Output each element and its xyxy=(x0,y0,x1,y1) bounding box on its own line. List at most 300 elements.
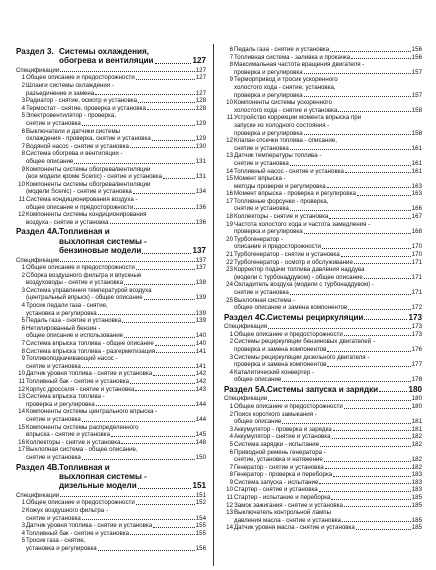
entry-number: 2 xyxy=(21,506,25,514)
toc-entry[interactable] xyxy=(16,97,206,105)
entry-title-last-line: снятие и установка xyxy=(26,362,81,370)
leader-dots xyxy=(324,456,411,462)
section-title-last-line: Системы запуска и зарядки xyxy=(267,384,379,394)
section-page: 151 xyxy=(192,481,206,491)
leader-dots xyxy=(325,464,411,470)
toc-entry[interactable] xyxy=(16,530,206,538)
leader-dots xyxy=(268,395,411,401)
toc-entry[interactable] xyxy=(224,61,422,76)
entry-page: 138 xyxy=(195,279,206,287)
leader-dots xyxy=(304,130,411,136)
leader-dots xyxy=(60,492,195,498)
entry-page: 145 xyxy=(195,431,206,439)
entry-title-last-line: Генератор - проверка и переборка xyxy=(234,471,333,479)
entry-number: 4 xyxy=(229,433,233,441)
toc-entry[interactable] xyxy=(16,74,206,82)
leader-dots xyxy=(319,486,411,492)
entry-title: Система управления температурой воздуха xyxy=(26,286,152,294)
toc-entry[interactable] xyxy=(16,522,206,530)
toc-entry[interactable] xyxy=(16,439,206,447)
leader-dots xyxy=(82,363,195,369)
entry-page: 168 xyxy=(411,228,422,236)
entry-title-last-line: Топливный бак - снятие и установка xyxy=(26,529,129,537)
toc-entry[interactable] xyxy=(224,403,422,411)
leader-dots xyxy=(357,190,411,196)
leader-dots xyxy=(290,160,411,166)
toc-entry[interactable] xyxy=(224,76,422,99)
leader-dots xyxy=(330,46,411,52)
section-heading xyxy=(16,47,206,66)
leader-dots xyxy=(304,92,411,98)
toc-entry[interactable] xyxy=(224,297,422,312)
specifications-entry[interactable] xyxy=(16,67,206,75)
section-title: Топливная и выхлопная системы - xyxy=(59,462,147,481)
toc-entry[interactable] xyxy=(224,190,422,198)
toc-entry[interactable] xyxy=(224,46,422,54)
toc-entry[interactable] xyxy=(16,355,206,370)
entry-title: Топливные форсунки - проверка, xyxy=(234,197,329,205)
leader-dots xyxy=(136,499,195,505)
entry-title-last-line: Датчик уровня топлива - снятие и установка xyxy=(26,522,153,530)
entry-page: 161 xyxy=(411,167,422,175)
entry-page: 128 xyxy=(195,104,206,112)
specifications-entry[interactable] xyxy=(16,492,206,500)
section-title: Системы охлаждения, xyxy=(59,47,149,56)
entry-title-last-line: Коллекторы - снятие и установка xyxy=(234,213,329,221)
entry-title-last-line: снятие и установка xyxy=(234,289,289,296)
toc-entry[interactable] xyxy=(16,143,206,151)
toc-entry[interactable] xyxy=(224,479,422,487)
entry-number: 10 xyxy=(18,180,25,188)
entry-number: 10 xyxy=(226,486,233,494)
leader-dots xyxy=(138,481,192,488)
entry-title-last-line: Датчик уровня масла - снятие и установка xyxy=(234,524,355,532)
entry-title-last-line: Система впрыска топлива - разгерметизация xyxy=(26,347,156,355)
leader-dots xyxy=(155,340,195,346)
entry-title-last-line: Замок зажигания - снятие и установка xyxy=(234,501,343,509)
entry-title-last-line: Момент впрыска - проверка и регулировка xyxy=(234,190,356,198)
leader-dots xyxy=(135,386,194,392)
section-title-last-line: бензиновые модели xyxy=(59,246,142,256)
entry-number: 5 xyxy=(229,440,233,448)
entry-page: 155 xyxy=(195,529,206,537)
toc-entry[interactable] xyxy=(224,509,422,524)
spec-page: 173 xyxy=(411,323,422,331)
toc-entry[interactable] xyxy=(16,378,206,386)
entry-title-last-line: Термостат - снятие, проверка и установка xyxy=(26,104,146,112)
entry-number: 13 xyxy=(226,152,233,160)
entry-page: 140 xyxy=(195,332,206,340)
entry-number: 8 xyxy=(21,347,25,355)
entry-title-last-line: общее описание и предосторожности xyxy=(26,203,134,211)
entry-title-last-line: проверка и регулировка xyxy=(234,68,303,76)
leader-dots xyxy=(95,90,195,96)
entry-title-last-line: снятие и установка xyxy=(26,119,81,127)
entry-page: 163 xyxy=(411,182,422,190)
entry-title-last-line: Турбогенератор - снятие и установка xyxy=(234,251,340,259)
section-title-last-line: дизельные модели xyxy=(59,481,137,491)
entry-number: 11 xyxy=(226,114,233,122)
entry-page: 155 xyxy=(195,522,206,530)
toc-column-right xyxy=(224,46,422,532)
entry-page: 154 xyxy=(195,514,206,522)
entry-page: 161 xyxy=(411,144,422,152)
toc-entry[interactable] xyxy=(224,502,422,510)
entry-title-last-line: Турбогенератор - осмотр и обслуживание xyxy=(234,258,353,266)
toc-entry[interactable] xyxy=(16,446,206,461)
toc-entry[interactable] xyxy=(16,507,206,522)
entry-title-last-line: проверка и регулировка xyxy=(234,228,303,236)
spec-page: 180 xyxy=(411,395,422,403)
toc-entry[interactable] xyxy=(16,82,206,97)
toc-entry[interactable] xyxy=(16,112,206,127)
entry-number: 1 xyxy=(21,264,25,272)
toc-entry[interactable] xyxy=(224,486,422,494)
section-page: 127 xyxy=(192,56,206,66)
entry-number: 16 xyxy=(226,190,233,198)
entry-title-last-line: Стартер - снятие и установка xyxy=(234,486,318,494)
entry-number: 1 xyxy=(229,330,233,338)
entry-number: 17 xyxy=(226,197,233,205)
entry-title: Компоненты системы кондиционирования xyxy=(26,211,147,219)
toc-entry[interactable] xyxy=(224,168,422,176)
toc-entry[interactable] xyxy=(224,471,422,479)
entry-number: 6 xyxy=(21,127,25,135)
entry-title: Каталитический конвертер - xyxy=(234,368,314,376)
entry-title-last-line: Аккумулятор - проверка и зарядка xyxy=(234,425,332,433)
entry-page: 152 xyxy=(195,499,206,507)
entry-title-last-line: (модели с турбонаддувом) - общее описание xyxy=(234,273,363,281)
leader-dots xyxy=(319,479,410,485)
entry-title: Система кондиционирования воздуха - xyxy=(26,195,138,203)
toc-entry[interactable] xyxy=(16,325,206,340)
toc-entry[interactable] xyxy=(224,259,422,267)
entry-title-last-line: Аккумулятор - снятие и установка xyxy=(234,433,331,441)
entry-title: Компоненты системы центрального впрыска - xyxy=(26,408,158,416)
toc-entry[interactable] xyxy=(224,221,422,236)
entry-page: 161 xyxy=(411,159,422,167)
leader-dots xyxy=(124,279,195,285)
leader-dots xyxy=(327,346,410,352)
entry-number: 23 xyxy=(226,266,233,274)
entry-title-last-line: снятие и установка xyxy=(26,415,81,423)
leader-dots xyxy=(96,401,195,407)
entry-page: 136 xyxy=(195,218,206,226)
toc-entry[interactable] xyxy=(224,114,422,137)
toc-entry[interactable] xyxy=(224,464,422,472)
leader-dots xyxy=(156,348,195,354)
entry-number: 7 xyxy=(229,463,233,471)
toc-entry[interactable] xyxy=(16,370,206,378)
specifications-entry[interactable] xyxy=(16,257,206,265)
toc-entry[interactable] xyxy=(224,331,422,339)
toc-entry[interactable] xyxy=(16,537,206,552)
toc-entry[interactable] xyxy=(224,198,422,213)
entry-number: 3 xyxy=(229,425,233,433)
leader-dots xyxy=(344,331,411,337)
toc-entry[interactable] xyxy=(16,287,206,302)
entry-title-last-line: холостого хода - снятие и установка xyxy=(234,106,338,114)
entry-title: Электровентилятор - проверка, xyxy=(26,112,116,120)
leader-dots xyxy=(82,120,195,126)
entry-page: 170 xyxy=(411,243,422,251)
entry-number: 3 xyxy=(229,353,233,361)
leader-dots xyxy=(82,515,195,521)
section-heading xyxy=(16,463,206,491)
entry-number: 6 xyxy=(229,448,233,456)
toc-entry[interactable] xyxy=(16,424,206,439)
toc-entry[interactable] xyxy=(16,386,206,394)
entry-title-last-line: Общее описание и предосторожности xyxy=(26,499,135,507)
entry-page: 170 xyxy=(411,251,422,259)
toc-entry[interactable] xyxy=(224,369,422,384)
entry-title-last-line: проверка и замена компонентов xyxy=(234,345,327,353)
entry-title: Системы рециркуляции дизельного двигателя - xyxy=(234,353,370,361)
toc-entry[interactable] xyxy=(16,408,206,423)
toc-entry[interactable] xyxy=(224,338,422,353)
leader-dots xyxy=(282,376,410,382)
toc-entry[interactable] xyxy=(16,317,206,325)
leader-dots xyxy=(138,97,195,103)
toc-entry[interactable] xyxy=(224,137,422,152)
entry-number: 1 xyxy=(229,402,233,410)
entry-title-last-line: снятие и установка xyxy=(234,205,289,213)
entry-title: Максимальная частота вращения двигателя - xyxy=(234,61,365,69)
entry-title: Кожух воздушного фильтра - xyxy=(26,506,108,514)
toc-entry[interactable] xyxy=(16,272,206,287)
entry-title: Система впрыска топлива - xyxy=(26,393,105,401)
entry-number: 1 xyxy=(21,499,25,507)
toc-entry[interactable] xyxy=(16,340,206,348)
toc-entry[interactable] xyxy=(224,99,422,114)
entry-page: 185 xyxy=(411,524,422,532)
entry-number: 1 xyxy=(21,74,25,82)
entry-page: 182 xyxy=(411,433,422,441)
toc-entry[interactable] xyxy=(224,494,422,502)
toc-entry[interactable] xyxy=(224,175,422,190)
entry-number: 12 xyxy=(226,501,233,509)
toc-entry[interactable] xyxy=(16,196,206,211)
leader-dots xyxy=(344,403,411,409)
entry-number: 2 xyxy=(21,271,25,279)
toc-entry[interactable] xyxy=(224,411,422,426)
entry-title-last-line: проверка и замена компонентов xyxy=(234,361,327,369)
section-heading xyxy=(16,227,206,255)
entry-number: 17 xyxy=(18,446,25,454)
entry-title: Поиск короткого замыкания - xyxy=(234,410,317,418)
entry-number: 13 xyxy=(226,509,233,517)
leader-dots xyxy=(351,54,411,60)
entry-title: Охладитель воздуха (модели с турбонаддувом) - xyxy=(234,281,374,289)
entry-title: Датчик температуры топлива - xyxy=(234,152,322,160)
entry-title-last-line: проверка и регулировка xyxy=(234,129,303,137)
toc-entry[interactable] xyxy=(16,166,206,181)
specifications-entry[interactable] xyxy=(224,395,422,403)
leader-dots xyxy=(345,168,411,174)
entry-page: 171 xyxy=(411,289,422,296)
entry-title-last-line: проверка и регулировка xyxy=(26,400,95,408)
entry-number: 6 xyxy=(229,46,233,53)
leader-dots xyxy=(153,522,195,528)
entry-number: 12 xyxy=(18,385,25,393)
entry-title-last-line: Датчик уровня топлива - снятие и установка xyxy=(26,370,153,378)
section-title-last-line: Системы рециркуляции xyxy=(267,312,364,322)
entry-number: 19 xyxy=(226,220,233,228)
toc-entry[interactable] xyxy=(224,54,422,62)
entry-title: Выключатели и датчики системы xyxy=(26,127,121,135)
entry-title: Корректор подачи топлива давления наддува xyxy=(234,266,365,274)
entry-page: 185 xyxy=(411,516,422,524)
entry-number: 9 xyxy=(21,165,25,173)
entry-title: Момент впрыска - xyxy=(234,175,286,183)
entry-number: 10 xyxy=(226,99,233,107)
entry-number: 3 xyxy=(21,97,25,105)
entry-title-last-line: (модели Scenic) - снятие и установка xyxy=(26,188,132,196)
entry-title: Выключатель контрольной лампы xyxy=(234,509,331,517)
specifications-entry[interactable] xyxy=(224,323,422,331)
leader-dots xyxy=(82,416,195,422)
spec-page: 151 xyxy=(195,491,206,499)
toc-entry[interactable] xyxy=(16,348,206,356)
toc-entry[interactable] xyxy=(224,433,422,441)
toc-entry[interactable] xyxy=(16,150,206,165)
toc-entry[interactable] xyxy=(224,251,422,259)
entry-title-last-line: снятие и установка xyxy=(26,453,81,461)
entry-number: 22 xyxy=(226,258,233,266)
entry-number: 18 xyxy=(226,213,233,221)
leader-dots xyxy=(144,294,195,300)
entry-number: 7 xyxy=(21,142,25,150)
toc-entry[interactable] xyxy=(224,152,422,167)
entry-number: 11 xyxy=(226,494,233,502)
toc-entry[interactable] xyxy=(16,211,206,226)
leader-dots xyxy=(130,378,195,384)
toc-entry[interactable] xyxy=(224,281,422,296)
entry-title: Компоненты системы распределенного xyxy=(26,423,139,431)
toc-entry[interactable] xyxy=(224,449,422,464)
entry-number: 2 xyxy=(229,410,233,418)
entry-page: 185 xyxy=(411,501,422,509)
entry-title: Шланги системы охлаждения - xyxy=(26,82,114,89)
leader-dots xyxy=(290,145,411,151)
entry-number: 7 xyxy=(21,340,25,348)
entry-title-last-line: общее описание и замена компонентов xyxy=(234,304,348,312)
toc-entry[interactable] xyxy=(16,264,206,272)
entry-page: 139 xyxy=(195,317,206,325)
entry-page: 181 xyxy=(411,418,422,426)
entry-number: 8 xyxy=(229,61,233,69)
toc-entry[interactable] xyxy=(16,105,206,113)
entry-page: 178 xyxy=(411,376,422,384)
entry-number: 8 xyxy=(229,471,233,479)
toc-entry[interactable] xyxy=(224,441,422,449)
entry-title-last-line: Топливный насос - снятие и установка xyxy=(234,167,344,175)
entry-title: Турбогенератор - xyxy=(234,235,284,243)
leader-dots xyxy=(60,257,195,263)
entry-title: Компоненты системы ускоренного xyxy=(234,99,332,107)
entry-number: 9 xyxy=(21,355,25,363)
toc-entry[interactable] xyxy=(16,181,206,196)
entry-title-last-line: установка и регулировка xyxy=(26,544,97,552)
section-heading xyxy=(224,313,422,322)
section-number: Раздел 4C. xyxy=(224,312,268,322)
entry-title-last-line: методы проверки и регулировка xyxy=(234,182,326,190)
entry-page: 150 xyxy=(195,453,206,461)
entry-page: 144 xyxy=(195,400,206,408)
entry-page: 134 xyxy=(195,188,206,196)
leader-dots xyxy=(124,332,195,338)
toc-entry[interactable] xyxy=(224,266,422,281)
entry-page: 171 xyxy=(411,258,422,266)
entry-title-last-line: снятие и установка xyxy=(26,514,81,522)
entry-page: 140 xyxy=(195,340,206,348)
entry-title: Система обогрева и вентиляции - xyxy=(26,150,123,158)
section-number: Раздел 4B. xyxy=(16,462,60,472)
toc-entry[interactable] xyxy=(224,213,422,221)
leader-dots xyxy=(304,69,411,75)
entry-number: 5 xyxy=(21,112,25,120)
entry-number: 2 xyxy=(21,82,25,89)
entry-number: 9 xyxy=(229,478,233,486)
entry-number: 11 xyxy=(18,195,25,203)
entry-page: 156 xyxy=(411,53,422,61)
toc-entry[interactable] xyxy=(16,128,206,143)
entry-page: 131 xyxy=(195,157,206,165)
leader-dots xyxy=(60,67,195,73)
entry-title: Устройство коррекции момента впрыска при запуске из холодного состояния - xyxy=(234,114,362,129)
leader-dots xyxy=(110,219,195,225)
entry-page: 136 xyxy=(195,203,206,211)
section-page: 137 xyxy=(192,246,206,256)
entry-title-last-line: Общее описание и предосторожности xyxy=(234,402,343,410)
leader-dots xyxy=(333,471,411,477)
toc-entry[interactable] xyxy=(224,354,422,369)
entry-title: Компоненты системы обогрева/вентиляции xyxy=(26,165,151,173)
entry-page: 142 xyxy=(195,370,206,378)
entry-page: 139 xyxy=(195,309,206,317)
entry-page: 172 xyxy=(411,304,422,312)
toc-entry[interactable] xyxy=(16,302,206,317)
toc-entry[interactable] xyxy=(16,499,206,507)
entry-title-last-line: Общее описание и предосторожности xyxy=(234,330,343,338)
entry-title-last-line: Система зарядки - испытание xyxy=(234,440,320,448)
entry-title-last-line: Система запуска - испытание xyxy=(234,478,319,486)
toc-entry[interactable] xyxy=(224,426,422,434)
entry-number: 16 xyxy=(18,438,25,446)
section-page: 180 xyxy=(408,384,422,394)
entry-title-last-line: Общее описание и предосторожности xyxy=(26,74,135,82)
entry-page: 173 xyxy=(411,330,422,338)
entry-page: 157 xyxy=(411,91,422,99)
spec-label: Спецификации xyxy=(16,66,60,74)
entry-page: 144 xyxy=(195,415,206,423)
toc-entry[interactable] xyxy=(224,524,422,532)
entry-number: 20 xyxy=(226,235,233,243)
entry-number: 4 xyxy=(21,104,25,112)
entry-page: 148 xyxy=(195,438,206,446)
spec-label: Спецификации xyxy=(16,256,60,264)
section-number: Раздел 3. xyxy=(16,47,54,56)
entry-number: 5 xyxy=(21,317,25,325)
toc-entry[interactable] xyxy=(224,236,422,251)
entry-page: 183 xyxy=(411,478,422,486)
entry-page: 167 xyxy=(411,213,422,221)
entry-title-last-line: давления масла - снятие и установка xyxy=(234,516,341,524)
toc-entry[interactable] xyxy=(16,393,206,408)
entry-page: 182 xyxy=(411,440,422,448)
leader-dots xyxy=(282,418,410,424)
entry-title-last-line: общее описание xyxy=(234,376,282,384)
